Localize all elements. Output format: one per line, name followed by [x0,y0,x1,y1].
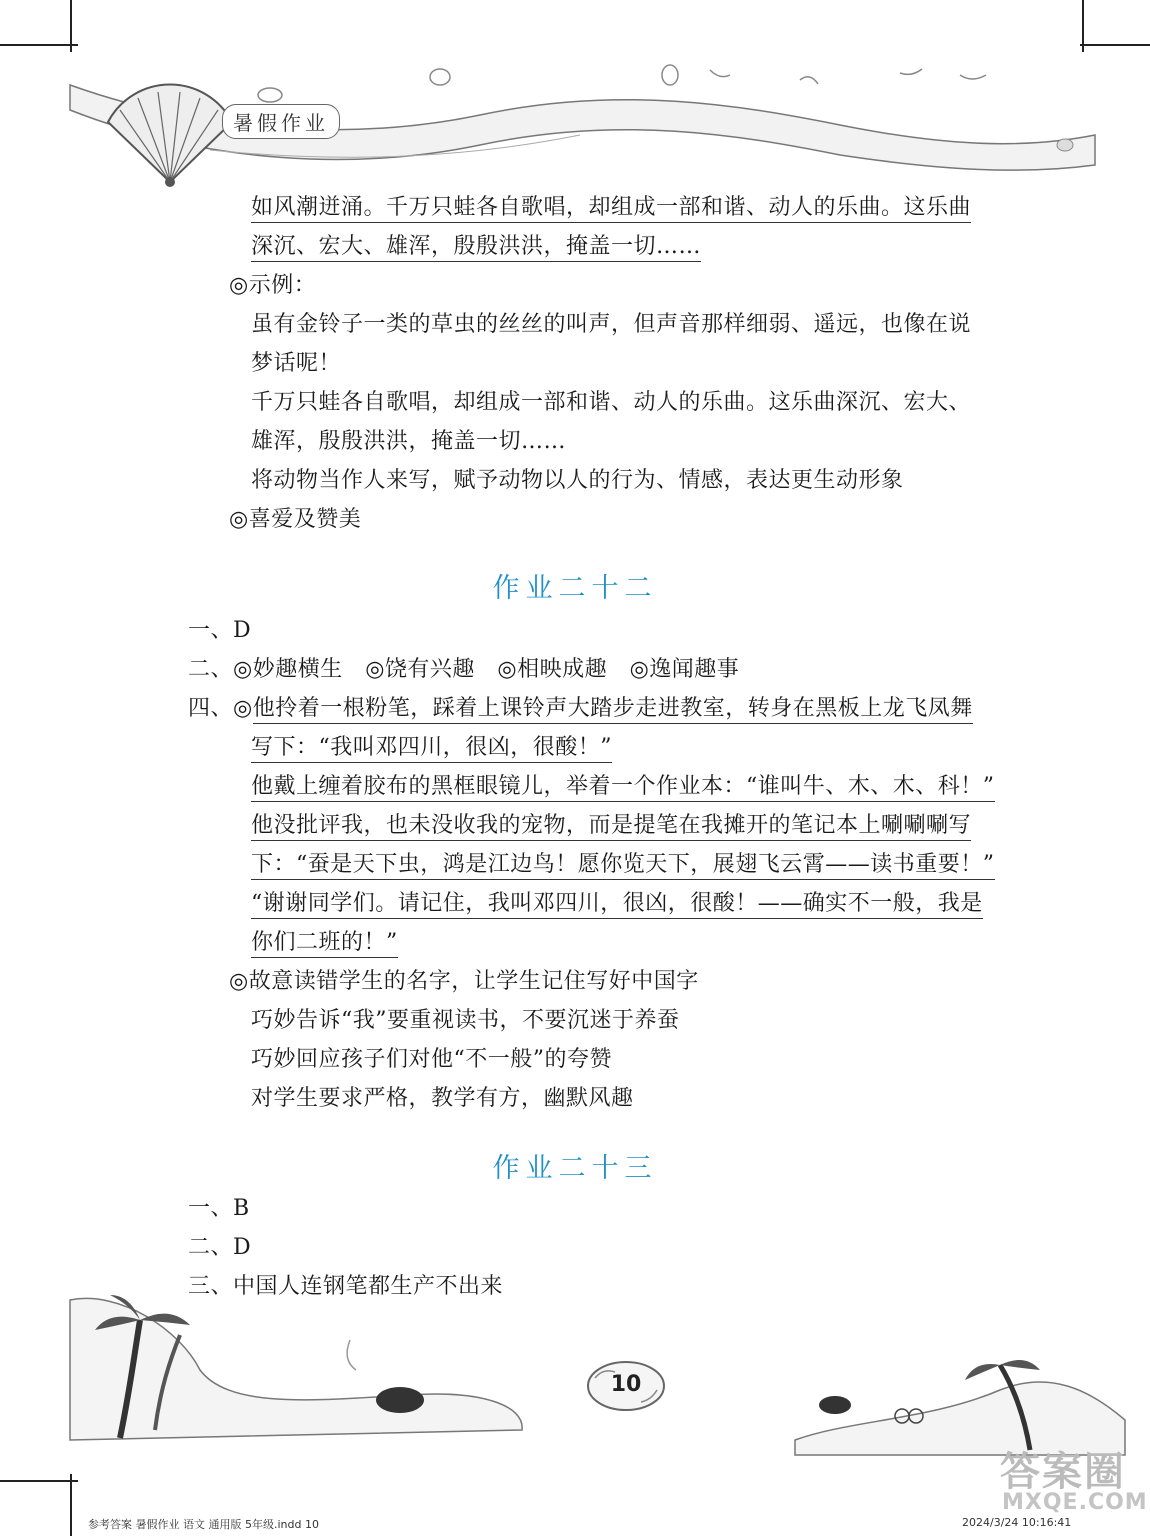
footer-island-left [60,1290,530,1450]
text-line: 虽有金铃子一类的草虫的丝丝的叫声，但声音那样细弱、遥远，也像在说 [251,312,972,337]
answer-line: 一、D [188,618,252,643]
text-line: 雄浑，殷殷洪洪，掩盖一切…… [251,429,567,454]
crop-mark [70,1474,72,1536]
section-heading-23: 作业二十三 [492,1153,658,1184]
answer-line: 一、B [188,1196,250,1221]
answer-line [188,694,973,724]
text-line: 如风潮迸涌。千万只蛙各自歌唱，却组成一部和谐、动人的乐曲。这乐曲 [251,193,971,223]
print-file-info: 参考答案 暑假作业 语文 通用版 5年级.indd 10 [88,1518,319,1531]
text-line: 深沉、宏大、雄浑，殷殷洪洪，掩盖一切…… [251,232,701,262]
watermark-url: MXQE.COM [1002,1490,1148,1515]
text-line: ◎喜爱及赞美 [229,507,362,532]
crop-mark [0,44,78,46]
watermark: 答案圈 [1000,1449,1126,1495]
text-line: ◎故意读错学生的名字，让学生记住写好中国字 [229,969,699,994]
page-number: 10 [610,1372,642,1397]
text-line: 巧妙告诉“我”要重视读书，不要沉迷于养蚕 [251,1008,680,1033]
header-title: 暑假作业 [222,104,340,139]
text-line: 对学生要求严格，教学有方，幽默风趣 [251,1086,634,1111]
text-line: 梦话呢！ [251,351,342,376]
text-line: 写下：“我叫邓四川，很凶，很酸！” [251,733,612,763]
text-line: 千万只蛙各自歌唱，却组成一部和谐、动人的乐曲。这乐曲深沉、宏大、 [251,390,972,415]
crop-mark [0,1480,78,1482]
answer-line: 二、◎妙趣横生 ◎饶有兴趣 ◎相映成趣 ◎逸闻趣事 [188,657,740,682]
print-timestamp: 2024/3/24 10:16:41 [962,1516,1072,1529]
text-line: ◎示例： [229,273,317,298]
answer-line: 二、D [188,1235,252,1260]
text-line: 巧妙回应孩子们对他“不一般”的夸赞 [251,1047,612,1072]
text-line: 他戴上缠着胶布的黑框眼镜儿，举着一个作业本：“谁叫牛、木、木、科！” [251,772,995,802]
crop-mark [1080,44,1150,46]
text-line: 他没批评我，也未没收我的宠物，而是提笔在我摊开的笔记本上唰唰唰写 [251,811,971,841]
text-line: “谢谢同学们。请记住，我叫邓四川，很凶，很酸！——确实不一般，我是 [251,889,983,919]
text-line: 下：“蚕是天下虫，鸿是江边鸟！愿你览天下，展翅飞云霄——读书重要！” [251,850,995,880]
section-heading-22: 作业二十二 [492,573,658,604]
crop-mark [1082,0,1084,52]
answer-prefix: 四、◎ [188,696,253,721]
text-line: 将动物当作人来写，赋予动物以人的行为、情感，表达更生动形象 [251,468,904,493]
fan-icon [100,82,240,192]
answer-line: 三、中国人连钢笔都生产不出来 [188,1274,504,1299]
text-line: 你们二班的！” [251,928,398,958]
underlined-text: 他拎着一根粉笔，踩着上课铃声大踏步走进教室，转身在黑板上龙飞凤舞 [253,696,973,724]
crop-mark [70,0,72,52]
